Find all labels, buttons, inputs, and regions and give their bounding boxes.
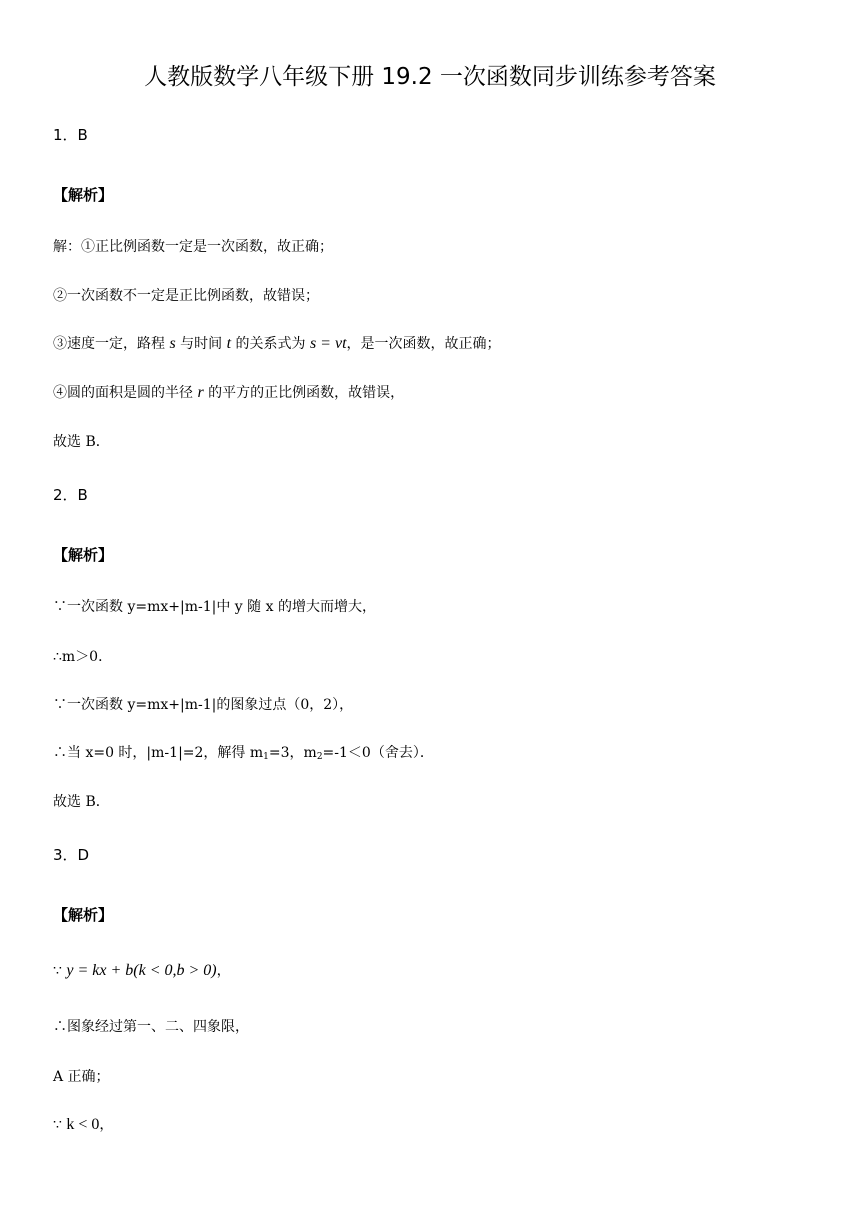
page-title: 人教版数学八年级下册 19.2 一次函数同步训练参考答案 [144,64,716,90]
q1-formula: s = vt [309,335,347,352]
q1-var-r: r [197,384,204,401]
q2-line-4 [53,744,434,766]
q2-line-4-text-c: =3，m [268,745,317,761]
q3-because-symbol-2: ∵ [53,1117,62,1133]
q1-line-4-text-a: ④圆的面积是圆的半径 [53,385,193,401]
q2-analysis-heading: 【解析】 [53,546,114,564]
q1-analysis-heading: 【解析】 [53,186,114,204]
q3-condition: k < 0 [66,1116,100,1133]
q3-line-1 [53,962,231,980]
q1-line-3-text-e: 的关系式为 [235,336,306,352]
q1-answer: 1．B [53,126,88,144]
q3-line-1-comma: ， [216,963,231,979]
q3-line-4-comma: ， [99,1117,114,1133]
q3-answer: 3．D [53,846,90,864]
q1-line-3-text-a: ③速度一定，路程 [53,336,165,352]
q3-line-2: ∴图象经过第一、二、四象限， [53,1019,249,1035]
q1-line-1: 解：①正比例函数一定是一次函数，故正确； [53,239,333,255]
q2-line-4-text-e: =-1＜0（舍去）． [322,745,434,761]
q2-sub-1: 1 [263,752,269,762]
q1-line-3-text-g: ，是一次函数，故正确； [346,336,501,352]
q1-line-4 [53,384,404,402]
q1-line-5: 故选 B． [53,434,110,450]
q3-line-3: A 正确； [53,1069,110,1085]
q2-answer: 2．B [53,486,88,504]
q2-line-1: ∵一次函数 y=mx+|m-1|中 y 随 x 的增大而增大， [53,599,376,615]
q3-analysis-heading: 【解析】 [53,906,114,924]
q1-line-3-text-c: 与时间 [180,336,223,352]
q2-line-2: ∴m＞0． [53,649,113,665]
q3-formula: y = kx + b(k < 0,b > 0) [66,962,217,979]
q2-line-4-text-a: ∴当 x=0 时，|m-1|=2，解得 m [53,745,264,761]
q2-line-5: 故选 B． [53,794,110,810]
q2-sub-2: 2 [316,752,323,762]
q1-line-3 [53,335,501,353]
q1-line-4-text-c: 的平方的正比例函数，故错误， [208,385,405,401]
q2-line-3: ∵一次函数 y=mx+|m-1|的图象过点（0，2）， [53,697,354,713]
q3-because-symbol: ∵ [53,963,62,979]
q1-var-s: s [169,335,176,352]
q3-line-4 [53,1116,113,1134]
q1-line-2: ②一次函数不一定是正比例函数，故错误； [53,288,319,304]
q1-var-t: t [226,335,232,352]
